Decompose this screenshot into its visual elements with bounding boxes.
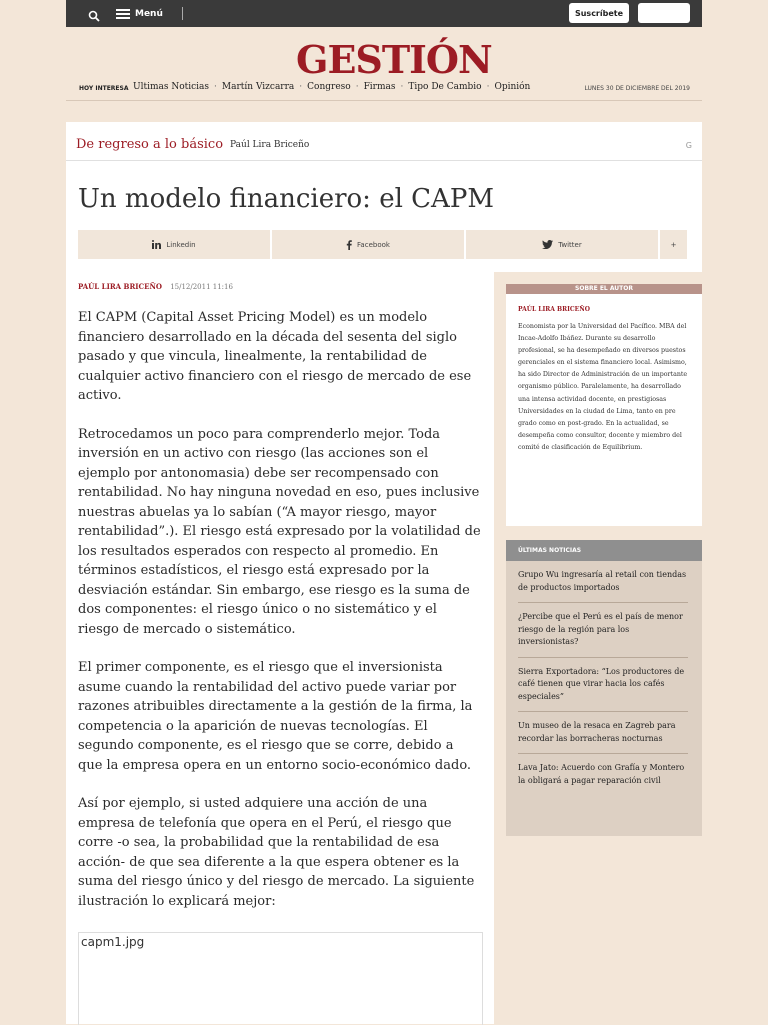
news-item[interactable]: Un museo de la resaca en Zagreb para recordar las borracheras nocturnas <box>518 712 688 754</box>
share-linkedin-button[interactable] <box>78 230 270 259</box>
twitter-label: Twitter <box>558 240 582 249</box>
article-headline: Un modelo financiero: el CAPM <box>78 184 494 214</box>
twitter-icon <box>542 240 553 249</box>
nav-separator: · <box>214 82 217 92</box>
nav-item-tipo-de-cambio[interactable]: Tipo De Cambio <box>408 82 482 92</box>
header-divider <box>66 100 702 101</box>
site-logo[interactable]: GESTIÓN <box>296 37 492 82</box>
nav-separator: · <box>355 82 359 92</box>
nav-item-martin-vizcarra[interactable]: Martín Vizcarra <box>221 82 295 92</box>
article-paragraph: Así por ejemplo, si usted adquiere una acción de una empresa de telefonía que opera en el Perú, el riesgo que corre -o sea, la probabilidad que la rentabilidad de esa acción- de que sea diferente a la que espera obtener es la suma del riesgo único y del riesgo de mercado. La siguiente ilustración lo explicará mejor: <box>78 796 475 909</box>
image-alt-text: capm1.jpg <box>81 935 145 949</box>
hoy-interesa-label: HOY INTERESA <box>79 85 129 92</box>
current-date: LUNES 30 DE DICIEMBRE DEL 2019 <box>584 85 690 92</box>
share-bar <box>78 230 689 259</box>
nav-item-opinion[interactable]: Opinión <box>494 82 531 92</box>
news-item[interactable]: ¿Percibe que el Perú es el país de menor riesgo de la región para los inversionistas? <box>518 603 688 658</box>
author-box-heading: SOBRE EL AUTOR <box>506 284 702 294</box>
top-nav <box>133 82 530 92</box>
top-bar <box>66 0 702 27</box>
share-facebook-button[interactable] <box>272 230 464 259</box>
topbar-divider <box>182 7 183 20</box>
author-box <box>506 284 702 526</box>
nav-item-firmas[interactable]: Firmas <box>363 82 396 92</box>
byline-author[interactable]: PAÚL LIRA BRICEÑO <box>78 282 162 291</box>
article-paragraph: Retrocedamos un poco para comprenderlo mejor. Toda inversión en un activo con riesgo (las acciones son el ejemplo por antonomasia) debe ser recompensado con rentabilidad. No hay ninguna novedad en eso, pues inclusive nuestras abuelas ya lo sabían (“A mayor riesgo, mayor rentabilidad”.). El riesgo está expresado por la volatilidad de los resultados esperados con respecto al promedio. En términos estadísticos, el riesgo está expresado por la desviación estándar. Sin embargo, ese riesgo es la suma de dos componentes: el riesgo único o no sistemático y el riesgo de mercado o sistemático. <box>78 426 481 637</box>
blog-title[interactable]: De regreso a lo básico <box>76 137 224 152</box>
hamburger-icon <box>116 9 130 19</box>
nav-separator: · <box>299 82 303 92</box>
article-body <box>78 308 481 930</box>
facebook-label: Facebook <box>357 240 390 249</box>
article-byline <box>78 282 233 291</box>
share-twitter-button[interactable] <box>466 230 658 259</box>
nav-separator: · <box>400 82 404 92</box>
menu-label: Menú <box>135 8 163 19</box>
nav-item-ultimas-noticias[interactable]: Ultimas Noticias <box>133 82 210 92</box>
search-icon[interactable] <box>88 7 100 19</box>
blog-author[interactable]: Paúl Lira Briceño <box>230 140 310 150</box>
linkedin-icon <box>152 240 161 249</box>
article-image-placeholder <box>78 932 483 1025</box>
section-g-mark: G <box>685 141 692 150</box>
site-header <box>66 27 702 103</box>
author-box-bio: Economista por la Universidad del Pacífico. MBA del Incae-Adolfo Ibáñez. Durante su desarrollo profesional, se ha desempeñado en diversos puestos gerenciales en el sistema financiero local. Asimismo, ha sido Director de Administración de un importante organismo público. Paralelamente, ha desarrollado una intensa actividad docente, en prestigiosas Universidades en la ciudad de Lima, tanto en pre grado como en post-grado. En la actualidad, se desempeña como consultor, docente y miembro del comité de clasificación de Equilibrium. <box>518 323 688 451</box>
main-content <box>66 122 702 1024</box>
subscribe-button[interactable]: Suscríbete <box>569 3 629 23</box>
menu-button[interactable] <box>116 6 163 21</box>
byline-timestamp: 15/12/2011 11:16 <box>170 283 233 291</box>
author-box-name[interactable]: PAÚL LIRA BRICEÑO <box>518 306 590 313</box>
article-paragraph: El CAPM (Capital Asset Pricing Model) es un modelo financiero desarrollado en la década del sesenta del siglo pasado y que vincula, linealmente, la rentabilidad de cualquier activo financiero con el riesgo de mercado de ese activo. <box>78 310 472 403</box>
latest-news-heading: ÚLTIMAS NOTICIAS <box>506 540 702 561</box>
login-button[interactable] <box>638 3 690 23</box>
news-item[interactable]: Grupo Wu ingresaría al retail con tiendas de productos importados <box>518 561 688 603</box>
news-item[interactable]: Lava Jato: Acuerdo con Grafía y Montero la obligará a pagar reparación civil <box>518 763 685 785</box>
sidebar <box>494 272 702 1024</box>
blog-section-bar <box>66 130 702 161</box>
linkedin-label: Linkedin <box>166 240 196 249</box>
nav-separator: · <box>486 82 490 92</box>
share-more-button[interactable]: + <box>660 230 687 259</box>
article-paragraph: El primer componente, es el riesgo que el inversionista asume cuando la rentabilidad del activo puede variar por razones atribuibles directamente a la gestión de la firma, la competencia o la aparición de nuevas tecnologías. El segundo componente, es el riesgo que se corre, debido a que la empresa opera en un entorno socio-económico dado. <box>78 660 473 773</box>
nav-item-congreso[interactable]: Congreso <box>307 82 351 92</box>
latest-news-box <box>506 540 702 836</box>
latest-news-list <box>518 561 688 795</box>
news-item[interactable]: Sierra Exportadora: “Los productores de café tienen que virar hacia los cafés especiales” <box>518 658 688 713</box>
facebook-icon <box>346 240 352 250</box>
